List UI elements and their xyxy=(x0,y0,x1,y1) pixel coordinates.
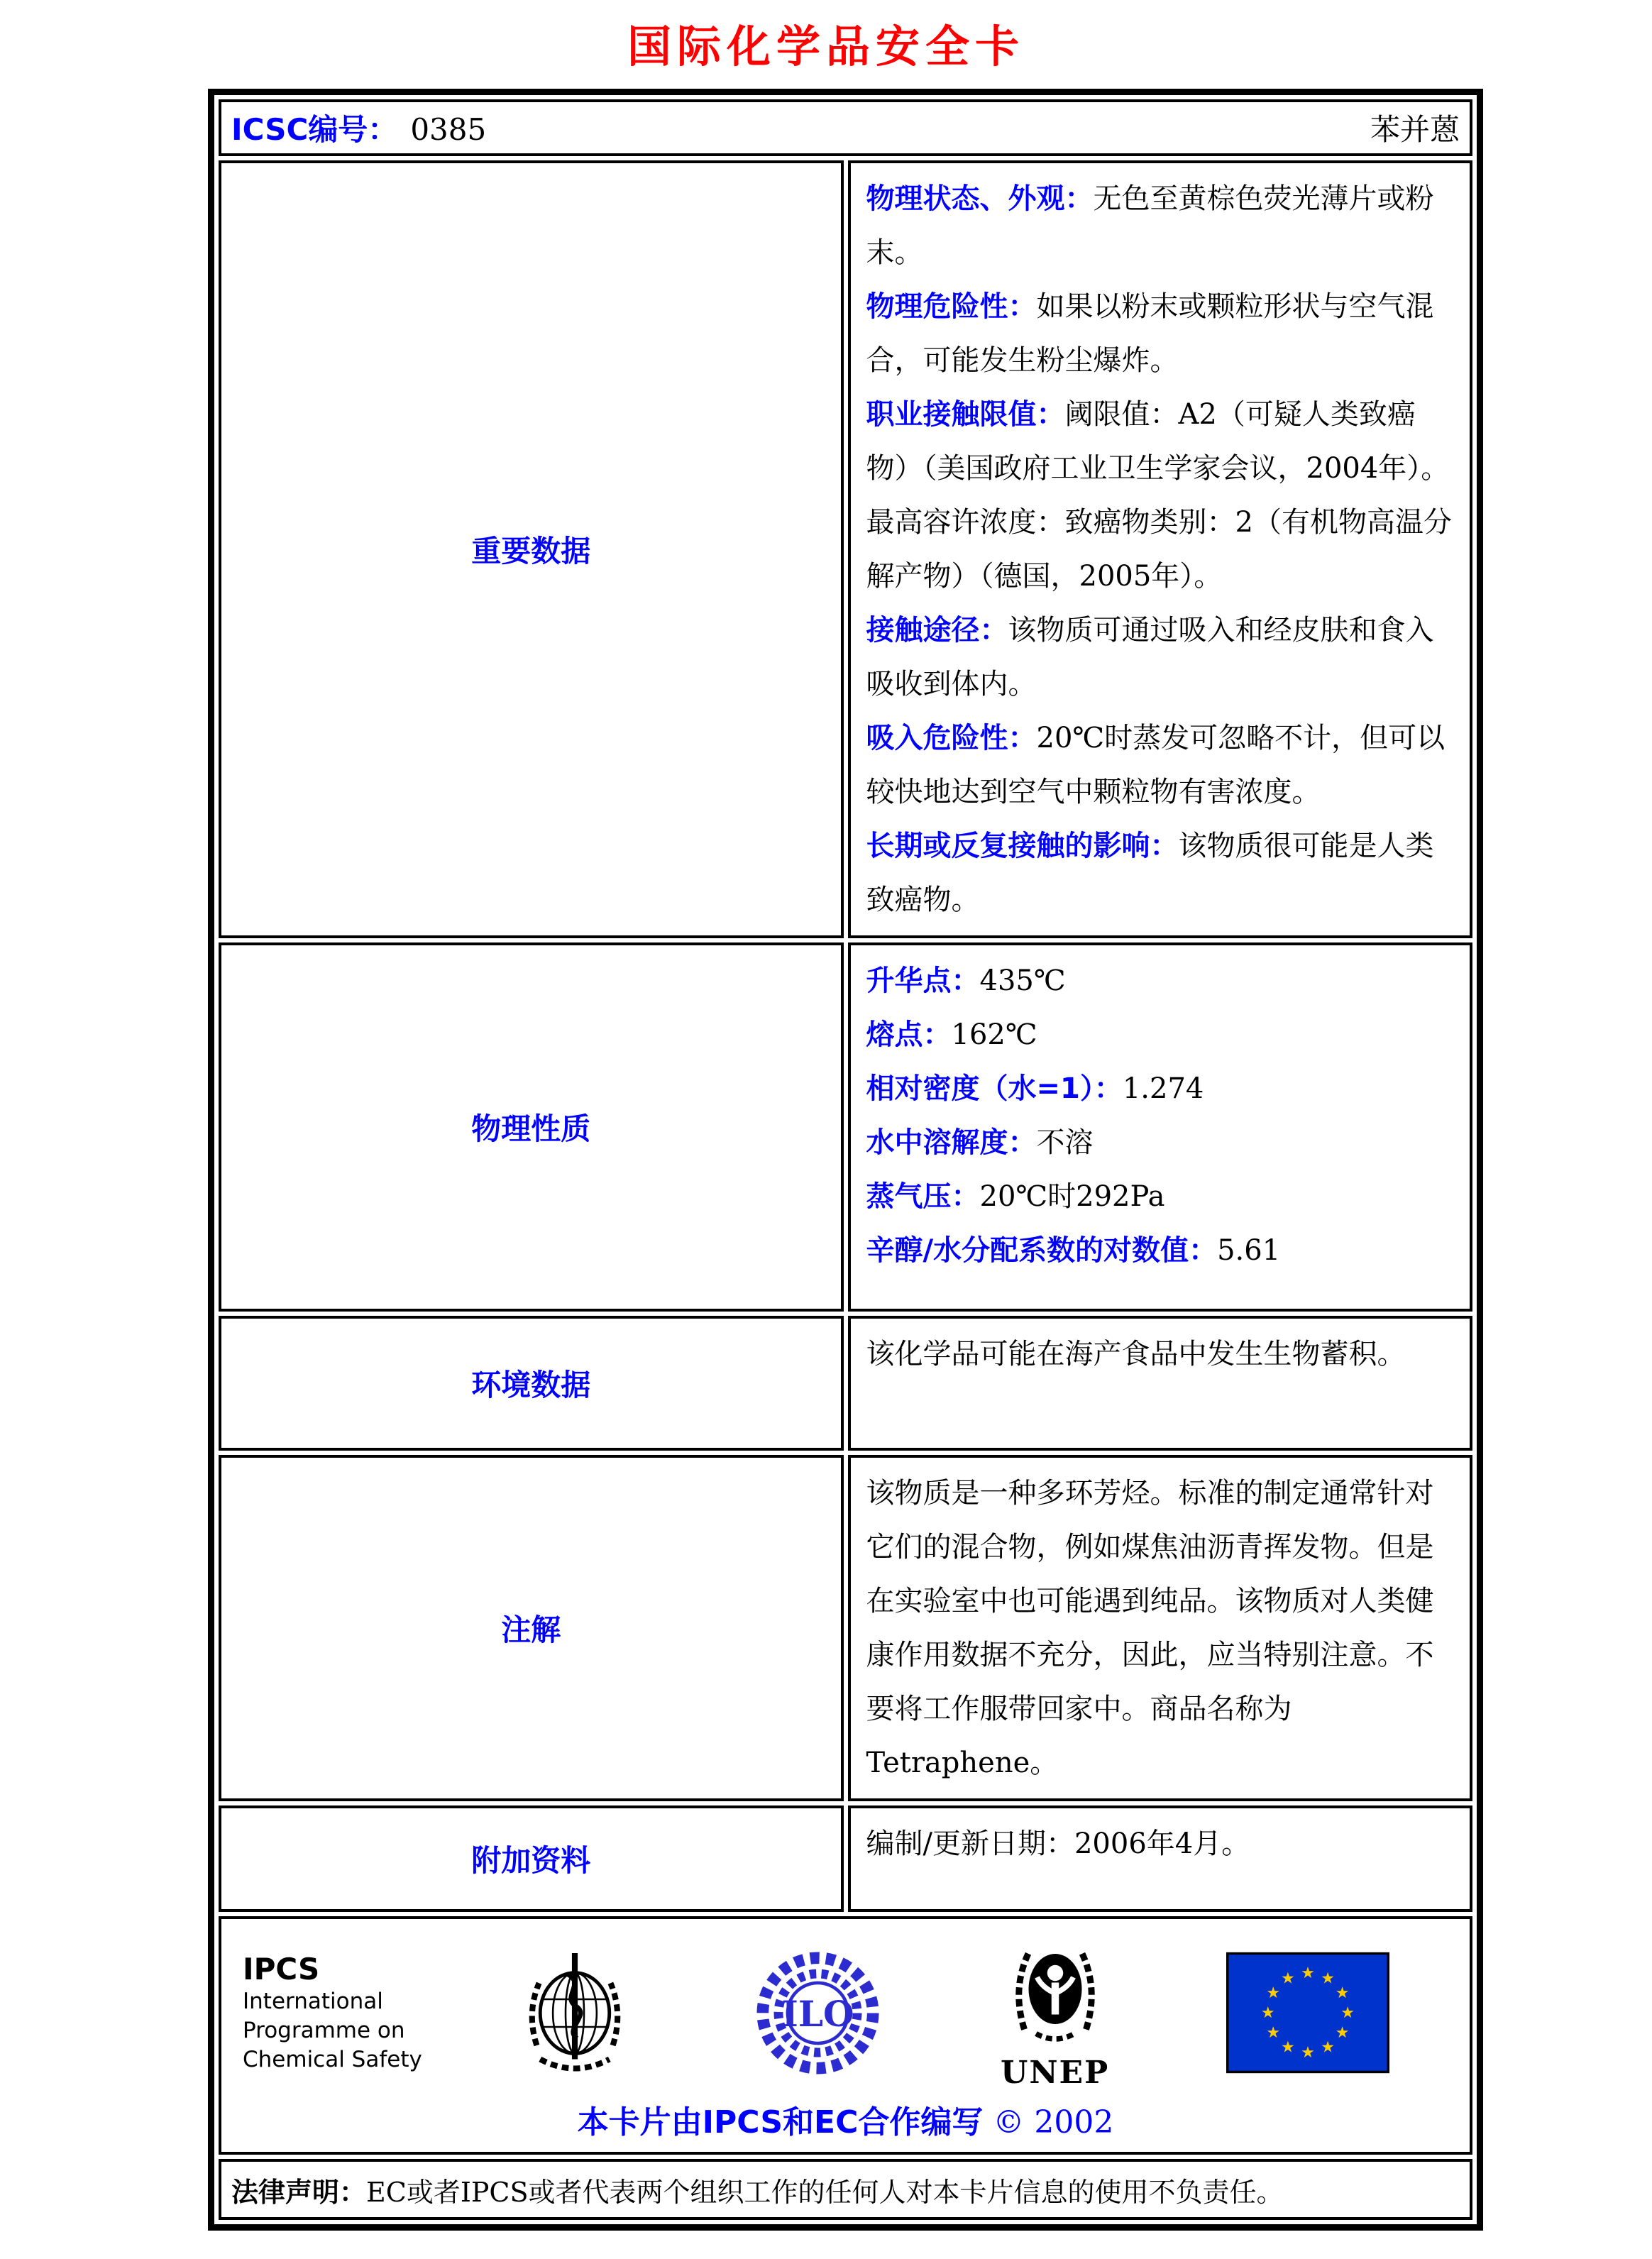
section-label-physical-properties: 物理性质 xyxy=(219,942,844,1312)
field-value: 如果以粉末或颗粒形状与空气混合，可能发生粉尘爆炸。 xyxy=(866,290,1434,377)
ilo-logo-box xyxy=(752,1947,883,2079)
svg-text:★: ★ xyxy=(1301,2043,1316,2062)
eu-flag-box xyxy=(1226,1952,1389,2074)
section-label-environmental-data: 环境数据 xyxy=(219,1316,844,1451)
field-value: 20℃时292Pa xyxy=(979,1180,1165,1213)
svg-text:★: ★ xyxy=(1266,1983,1281,2002)
eu-flag-icon xyxy=(1226,1952,1389,2074)
field-label: 熔点： xyxy=(866,1018,952,1051)
svg-text:★: ★ xyxy=(1281,1969,1296,1988)
logo-strip xyxy=(456,1936,1448,2089)
section-content-physical-properties xyxy=(848,942,1473,1312)
svg-text:★: ★ xyxy=(1336,1983,1350,2002)
field-label: 相对密度（水=1）： xyxy=(866,1072,1123,1105)
field-label: 蒸气压： xyxy=(866,1180,980,1213)
svg-text:ILO: ILO xyxy=(781,1992,854,2035)
ipcs-line1: International xyxy=(243,1988,383,2014)
section-label-additional-info: 附加资料 xyxy=(219,1805,844,1912)
icsc-number-label: ICSC编号： xyxy=(231,112,398,147)
field-label: 物理状态、外观： xyxy=(866,182,1094,215)
svg-text:★: ★ xyxy=(1266,2023,1281,2043)
who-logo-box xyxy=(514,1944,635,2082)
section-content-additional-info xyxy=(848,1805,1473,1912)
svg-text:★: ★ xyxy=(1261,2004,1276,2022)
copyright-line xyxy=(243,2096,1448,2142)
field-value: 162℃ xyxy=(951,1018,1037,1051)
section-additional-info xyxy=(219,1805,1472,1912)
chemical-name: 苯并蒽 xyxy=(1370,112,1460,147)
field-value: 该物质是一种多环芳烃。标准的制定通常针对它们的混合物，例如煤焦油沥青挥发物。但是在实验室中也可能遇到纯品。该物质对人类健康作用数据不充分，因此，应当特别注意。不要将工作服带回家中。商品名称为Tetraphene。 xyxy=(866,1477,1434,1779)
field-label: 接触途径： xyxy=(866,614,1008,647)
section-physical-properties xyxy=(219,942,1472,1312)
data-item xyxy=(866,711,1455,819)
ilo-icon xyxy=(752,1947,883,2079)
ipcs-text-block xyxy=(243,1952,456,2074)
data-item xyxy=(866,1008,1455,1062)
field-label: 辛醇/水分配系数的对数值： xyxy=(866,1234,1218,1267)
copyright-year: © 2002 xyxy=(993,2104,1114,2140)
field-label: 长期或反复接触的影响： xyxy=(866,830,1179,862)
field-value: 20℃时蒸发可忽略不计，但可以较快地达到空气中颗粒物有害浓度。 xyxy=(866,722,1446,808)
svg-text:★: ★ xyxy=(1321,1969,1336,1988)
unep-icon xyxy=(1002,1936,1108,2057)
ipcs-line3: Chemical Safety xyxy=(243,2046,422,2072)
section-important-data xyxy=(219,160,1472,938)
header-row xyxy=(219,99,1472,156)
unep-logo-box xyxy=(1001,1936,1109,2089)
field-label: 升华点： xyxy=(866,964,980,997)
data-item xyxy=(866,819,1455,927)
section-notes xyxy=(219,1455,1472,1801)
icsc-number-value: 0385 xyxy=(410,112,487,147)
svg-text:★: ★ xyxy=(1281,2038,1296,2057)
section-content-notes xyxy=(848,1455,1473,1801)
field-label: 水中溶解度： xyxy=(866,1126,1037,1159)
field-value: 435℃ xyxy=(979,964,1066,997)
field-value: 该物质很可能是人类致癌物。 xyxy=(866,830,1434,916)
data-item xyxy=(866,172,1455,280)
section-label-important-data: 重要数据 xyxy=(219,160,844,938)
field-value: 1.274 xyxy=(1122,1072,1204,1105)
field-label: 物理危险性： xyxy=(866,290,1037,323)
data-item xyxy=(866,1817,1455,1871)
icsc-number-group xyxy=(231,106,486,149)
copyright-text: 本卡片由IPCS和EC合作编写 xyxy=(577,2104,984,2140)
icsc-card-page xyxy=(0,11,1652,2259)
field-value: 5.61 xyxy=(1217,1234,1281,1267)
section-content-important-data xyxy=(848,160,1473,938)
who-icon xyxy=(514,1944,635,2082)
section-content-environmental-data xyxy=(848,1316,1473,1451)
svg-text:★: ★ xyxy=(1340,2004,1355,2022)
field-value: 无色至黄棕色荧光薄片或粉末。 xyxy=(866,182,1434,269)
data-item xyxy=(866,1224,1455,1277)
unep-label: UNEP xyxy=(1000,2055,1110,2091)
legal-label: 法律声明： xyxy=(231,2176,367,2208)
data-item xyxy=(866,603,1455,711)
legal-text: EC或者IPCS或者代表两个组织工作的任何人对本卡片信息的使用不负责任。 xyxy=(366,2176,1284,2208)
field-value: 阈限值：A2（可疑人类致癌物）（美国政府工业卫生学家会议，2004年）。最高容许浓度：致癌物类别：2（有机物高温分解产物）（德国，2005年）。 xyxy=(866,398,1452,593)
legal-row xyxy=(219,2159,1472,2220)
data-item xyxy=(866,1062,1455,1116)
data-item xyxy=(866,388,1455,603)
legal-notice xyxy=(219,2159,1472,2220)
logos-row xyxy=(219,1916,1472,2155)
data-item xyxy=(866,954,1455,1008)
field-label: 职业接触限值： xyxy=(866,398,1065,431)
page-title: 国际化学品安全卡 xyxy=(627,21,1025,72)
section-environmental-data xyxy=(219,1316,1472,1451)
svg-text:★: ★ xyxy=(1321,2038,1336,2057)
svg-text:★: ★ xyxy=(1336,2023,1350,2043)
ipcs-name: IPCS xyxy=(243,1951,320,1986)
field-value: 编制/更新日期：2006年4月。 xyxy=(866,1827,1250,1860)
icsc-table xyxy=(208,89,1483,2231)
field-value: 该物质可通过吸入和经皮肤和食入吸收到体内。 xyxy=(866,614,1434,700)
data-item xyxy=(866,1170,1455,1224)
data-item xyxy=(866,1116,1455,1170)
ipcs-line2: Programme on xyxy=(243,2017,405,2043)
data-item xyxy=(866,280,1455,388)
data-item xyxy=(866,1327,1455,1381)
field-value: 不溶 xyxy=(1036,1126,1094,1159)
data-item xyxy=(866,1466,1455,1790)
svg-text:★: ★ xyxy=(1301,1963,1316,1982)
field-value: 该化学品可能在海产食品中发生生物蓄积。 xyxy=(866,1338,1406,1370)
field-label: 吸入危险性： xyxy=(866,722,1037,754)
section-label-notes: 注解 xyxy=(219,1455,844,1801)
